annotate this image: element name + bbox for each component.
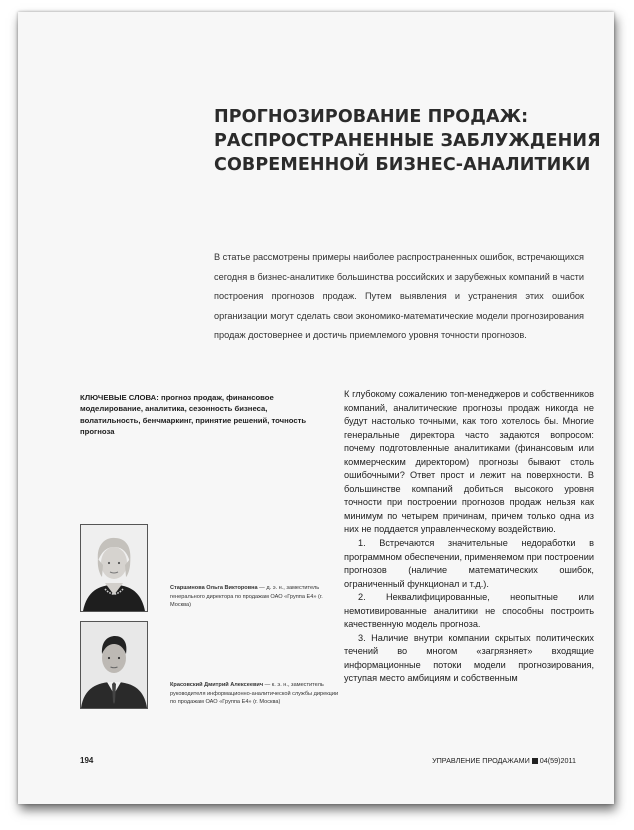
author-details-1: — д. э. н., заместитель генерального директора по продажам ОАО «Группа Е4» (г. Москва) [170, 585, 323, 609]
author-details-2: — к. э. н., заместитель руководителя информационно-аналитической службы дирекции по продажам ОАО «Группа Е4» (г. Москва) [170, 682, 339, 706]
square-separator-icon [532, 758, 538, 764]
page-number: 194 [80, 756, 94, 765]
title-line-2: РАСПРОСТРАНЕННЫЕ ЗАБЛУЖДЕНИЯ [214, 131, 601, 151]
keywords-block [80, 392, 326, 438]
body-paragraph-3: 2. Неквалифицированные, неопытные или немотивированные аналитики не способны построить качественную модель прогноза. [344, 592, 594, 630]
body-paragraph-1: К глубокому сожалению топ-менеджеров и собственников компаний, аналитические прогнозы продаж никогда не будут настолько точными, как того хотелось бы. Многие генеральные директора часто задаются вопросом: почему подготовленные аналитиками (финансовым или коммерческим директором) прогнозы бывают столь ошибочными? Ответ прост и лежит на поверхности. В большинстве компаний добиться высокого уровня точности при построении прогнозов продаж нельзя как минимум по четырем причинам, причем только одна из них не поддается управленческому воздействию. [344, 389, 594, 535]
issue-number: 04(59)2011 [539, 756, 576, 765]
magazine-page [18, 12, 614, 804]
author-photo-1 [80, 524, 148, 612]
author-caption-2 [170, 681, 340, 707]
author-caption-1 [170, 584, 340, 610]
journal-name: УПРАВЛЕНИЕ ПРОДАЖАМИ [432, 756, 530, 765]
author-name-2: Красовский Дмитрий Алексеевич [170, 682, 264, 688]
body-paragraph-4: 3. Наличие внутри компании скрытых политических течений во многом «загрязняет» входящие информационные потоки модели прогнозирования, уступая место амбициям и собственным [344, 632, 594, 684]
title-line-1: ПРОГНОЗИРОВАНИЕ ПРОДАЖ: [214, 107, 529, 127]
article-lead: В статье рассмотрены примеры наиболее распространенных ошибок, встречающихся сегодня в бизнес-аналитике большинства российских и зарубежных компаний в части построения прогнозов продаж. Путем выявления и устранения этих ошибок организации могут сделать свои экономико-математические модели прогнозирования продаж достовернее и достичь приемлемого уровня точности прогнозов. [214, 252, 585, 341]
article-body [344, 388, 594, 686]
author-name-1: Старшинова Ольга Викторовна [170, 585, 258, 591]
title-line-3: СОВРЕМЕННОЙ БИЗНЕС-АНАЛИТИКИ [214, 155, 591, 175]
journal-footer [432, 756, 576, 765]
keywords-text: прогноз продаж, финансовое моделирование, аналитика, сезонность бизнеса, волатильность, бенчмаркинг, принятие решений, точность прогноза [80, 393, 307, 437]
article-title [214, 105, 601, 177]
keywords-label: КЛЮЧЕВЫЕ СЛОВА: [80, 393, 159, 402]
body-paragraph-2: 1. Встречаются значительные недоработки в программном обеспечении, применяемом при построении прогнозов (наличие математических ошибок, ограниченный функционал и т.д.). [344, 538, 594, 589]
author-photo-2 [80, 621, 148, 709]
